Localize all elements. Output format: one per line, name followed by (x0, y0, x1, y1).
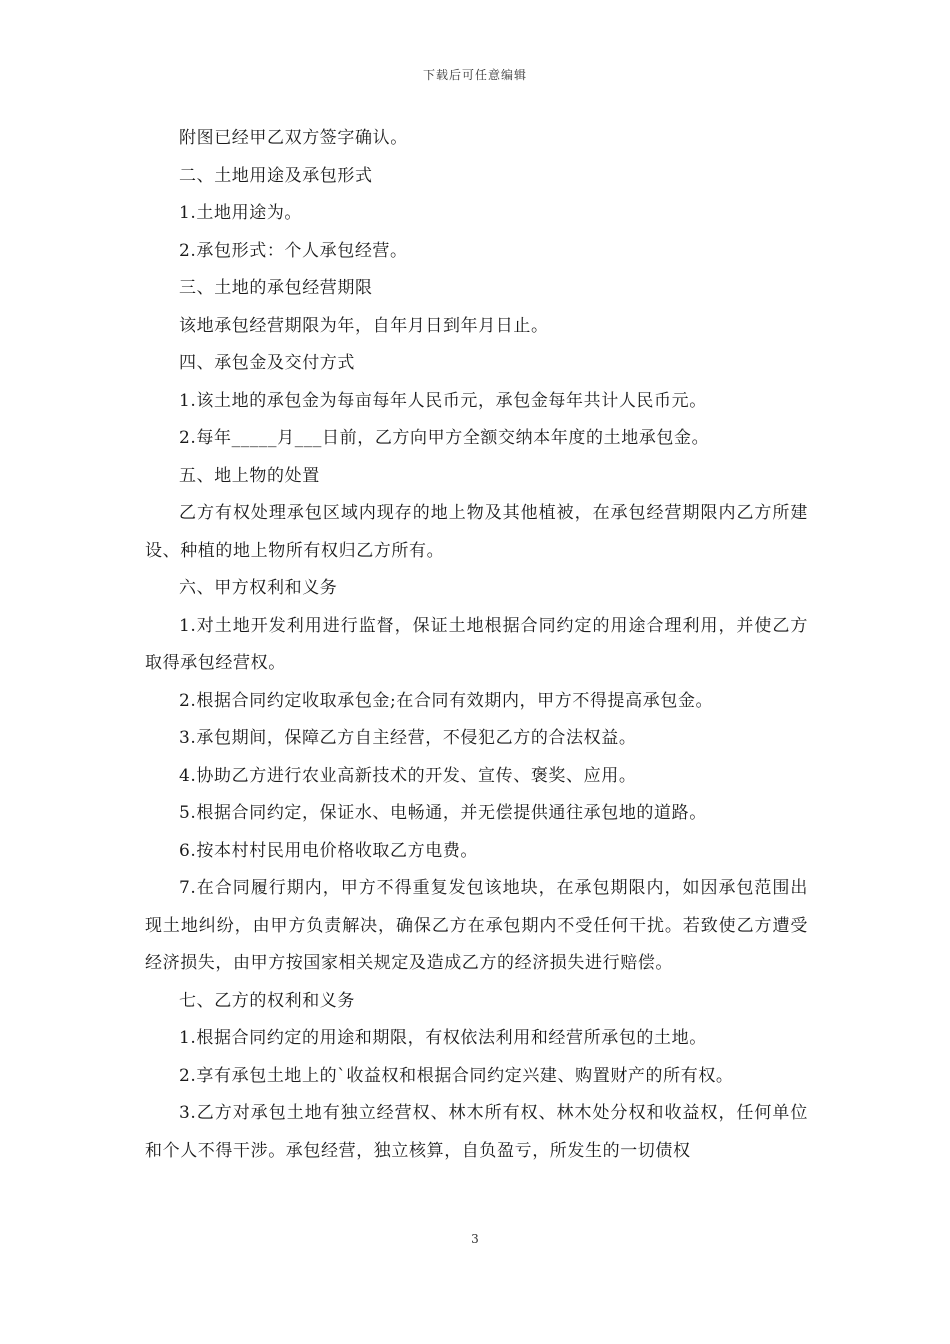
paragraph: 3.承包期间，保障乙方自主经营，不侵犯乙方的合法权益。 (179, 728, 637, 748)
page-number: 3 (471, 1232, 479, 1246)
paragraph: 该地承包经营期限为年，自年月日到年月日止。 (179, 315, 549, 336)
section-heading: 六、甲方权利和义务 (179, 578, 338, 598)
paragraph: 7.在合同履行期内，甲方不得重复发包该地块，在承包期限内，如因承包范围出现土地纠纷，由甲方负责解决，确保乙方在承包期内不受任何干扰。若致使乙方遭受经济损失，由甲方按国家相关规定及造成乙方的经济损失进行赔偿。 (145, 878, 808, 973)
paragraph: 5.根据合同约定，保证水、电畅通，并无偿提供通往承包地的道路。 (179, 803, 707, 823)
paragraph: 1.对土地开发利用进行监督，保证土地根据合同约定的用途合理利用，并使乙方取得承包经营权。 (145, 615, 808, 673)
paragraph: 1.该土地的承包金为每亩每年人民币元，承包金每年共计人民币元。 (179, 390, 707, 411)
paragraph: 附图已经甲乙双方签字确认。 (179, 128, 408, 148)
paragraph: 2.根据合同约定收取承包金;在合同有效期内，甲方不得提高承包金。 (179, 690, 714, 711)
page-header: 下载后可任意编辑 (422, 68, 527, 82)
section-heading: 四、承包金及交付方式 (179, 353, 355, 373)
paragraph: 1.根据合同约定的用途和期限，有权依法利用和经营所承包的土地。 (179, 1028, 707, 1048)
section-heading: 七、乙方的权利和义务 (179, 990, 355, 1011)
section-heading: 五、地上物的处置 (179, 465, 320, 486)
paragraph: 1.土地用途为。 (179, 203, 303, 223)
document-body (145, 120, 808, 1170)
paragraph: 2.每年_____月___日前，乙方向甲方全额交纳本年度的土地承包金。 (179, 428, 710, 448)
paragraph: 6.按本村村民用电价格收取乙方电费。 (179, 840, 479, 861)
paragraph: 2.承包形式：个人承包经营。 (179, 240, 408, 261)
section-heading: 三、土地的承包经营期限 (179, 278, 373, 298)
paragraph: 3.乙方对承包土地有独立经营权、林木所有权、林木处分权和收益权，任何单位和个人不得干涉。承包经营，独立核算，自负盈亏，所发生的一切债权 (145, 1103, 808, 1161)
paragraph: 4.协助乙方进行农业高新技术的开发、宣传、褒奖、应用。 (179, 765, 637, 786)
section-heading: 二、土地用途及承包形式 (179, 165, 373, 186)
paragraph: 2.享有承包土地上的`收益权和根据合同约定兴建、购置财产的所有权。 (179, 1065, 734, 1086)
paragraph: 乙方有权处理承包区域内现存的地上物及其他植被，在承包经营期限内乙方所建设、种植的地上物所有权归乙方所有。 (145, 503, 808, 561)
